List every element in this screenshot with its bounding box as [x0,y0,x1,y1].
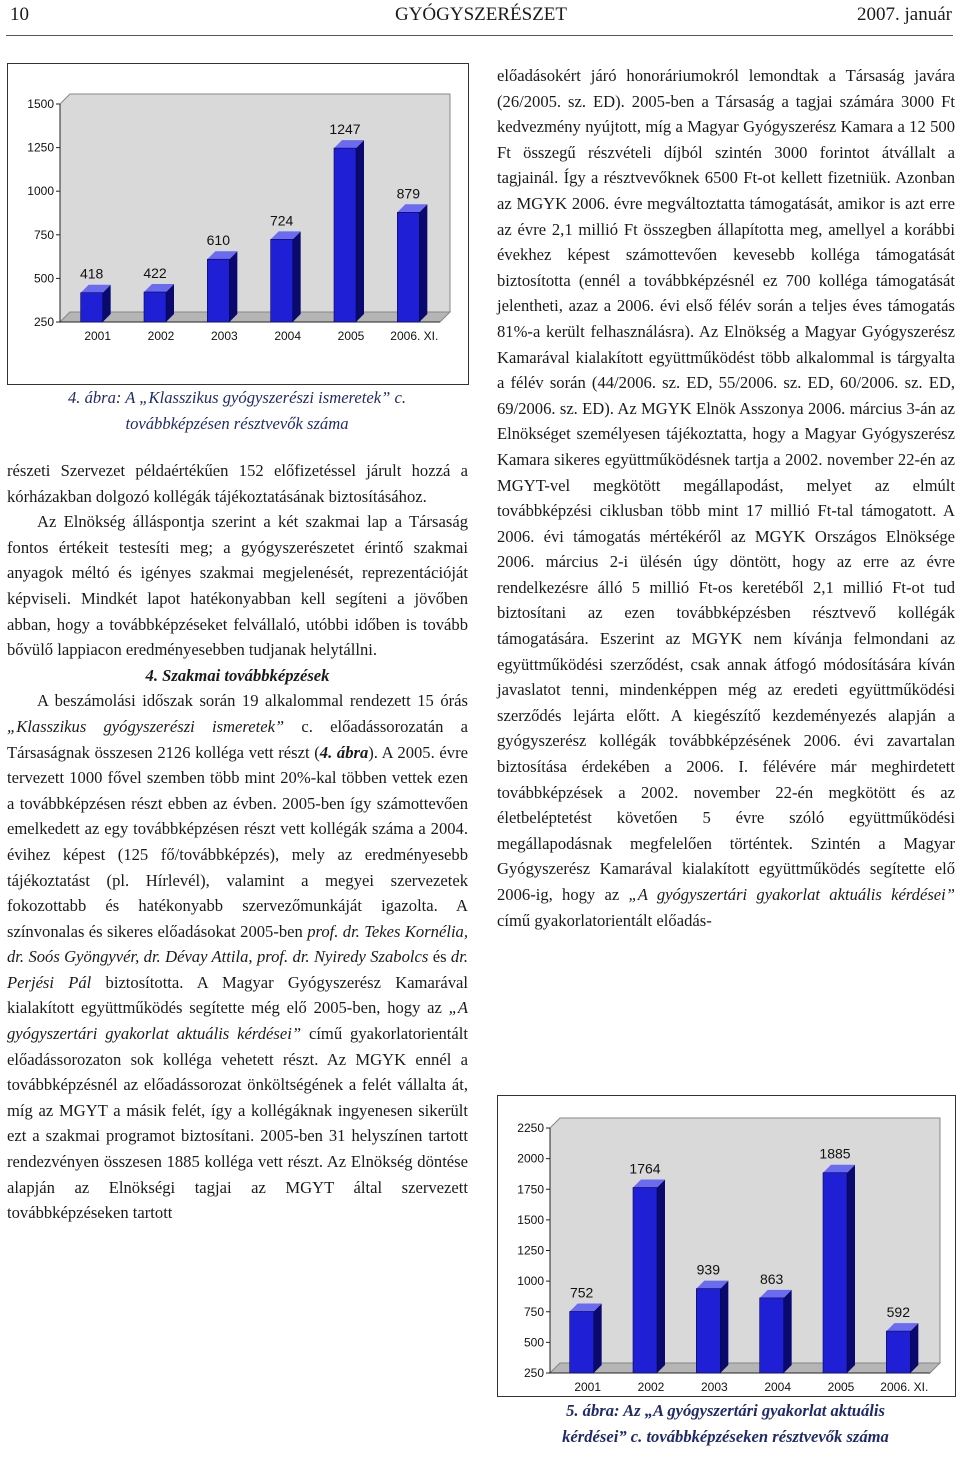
bar [886,1331,910,1373]
plot-wall [60,94,450,322]
bar [570,1312,594,1373]
data-label: 610 [206,232,231,249]
figure-4-svg [8,64,468,384]
journal-title: GYÓGYSZERÉSZET [394,4,568,25]
data-label: 1885 [819,1145,851,1162]
data-label: 724 [269,212,294,229]
bar [334,148,356,322]
left-intro-paragraph: részeti Szervezet példaértékűen 152 előfizetéssel járult hozzá a kórházakban dolgozó kollégák tájékoztatásának biztosításához. [7,461,468,506]
right-column-text [497,63,955,933]
figure-4-caption-line1: 4. ábra: A „Klasszikus gyógyszerészi ismeretek” c. [67,388,406,407]
data-label: 863 [759,1270,784,1287]
figure-5-svg [498,1096,955,1396]
figure-4-caption-line2: továbbképzésen résztvevők száma [125,413,349,433]
bar [144,292,166,322]
figure-4-caption [7,385,467,436]
y-tick-label: 1250 [27,140,54,155]
p2-italic-1: „Klasszikus gyógyszerészi ismeretek” [7,716,285,736]
y-tick-label: 750 [523,1304,544,1319]
bar-side [419,204,427,322]
p2-italic-title: „A gyógyszertári gyakorlat aktuális kérdései” [7,998,468,1044]
y-tick-label: 250 [523,1366,544,1380]
x-tick-label: 2005 [337,329,365,343]
figure-4-chart [7,63,469,385]
header-rule [6,35,953,36]
y-tick-label: 2000 [517,1151,544,1166]
x-tick-label: 2003 [700,1380,728,1394]
bar-side [910,1323,918,1373]
y-tick-label: 1500 [27,97,54,111]
left-paragraph-2 [7,688,468,1225]
x-tick-label: 2001 [574,1380,602,1394]
y-tick-label: 2250 [517,1121,544,1135]
bar [760,1298,784,1373]
right-text-a: előadásokért járó honoráriumokról lemondtak a Társaság javára (26/2005. sz. ED). 2005-ben a Társaság a tagjai számára 3000 Ft kedvezmény nyújtott, míg a Magyar Gyógyszerész Kamara a 12 500 Ft összegű részvételi díjból szintén 3000 forintot átvállalt a tagjainál. Így a résztvevőknek 6500 Ft-ot kellett fizetniük. Azonban az MGYK 2006. évre megváltoztatta támogatását, amikor is azt erre az évre 2,1 millió Ft összegben állapította meg, amellyel a korábbi évekhez képest számottevően kevesebb kolléga támogatását biztosította (ennél a továbbképzésnél ez 700 kolléga támogatását jelentheti, azaz a 2006. évi első félév során a teljes éves támogatás 81%-a került felhasználásra). Az Elnökség a Magyar Gyógyszerész Kamarával kialakított együttműködést több alkalommal is tárgyalta a félév során (44/2006. sz. ED, 55/2006. sz. ED, 60/2006. sz. ED, 69/2006. sz. ED). Az MGYK Elnök Asszonya 2006. március 3-án az Elnökséget személyesen tájékoztatta, hogy a Magyar Gyógyszerész Kamara sikeres együttműködésnek tartja a 2002. november 22-én az MGYT-vel megkötött megállapodást, melyet az elmúlt továbbképzési ciklusban több mint 17 millió Ft-tal támogatott. A 2006. évi támogatás mértékéről az MGYK Országos Elnöksége 2006. március 2-i ülésén úgy döntött, hogy az erre az évre rendelkezésre álló 5 millió Ft-os keretéből 2,1 millió Ft-ot tud biztosítani az ezen továbbképzésben résztvevő kollégák támogatására. Eszerint az MGYK nem kívánja felmondani az együttműködési szerződést, csak annak átfogó módosítására kíván javaslatot tenni, mindenképpen még az eredeti együttműködési szerződés lejárta előtt. A kiegészítő kezdeményezés alapján a gyógyszerész kollégák továbbképzésének 2006. évi zavartalan biztosítása érdekében a 2006. I. félévére már meghirdetett továbbképzések a 2002. november 22-én megkötött és az életbeléptetést követően 5 évre szóló együttműködési megállapodásnak megfelelően történtek. Szintén a Magyar Gyógyszerész Kamarával kialakított együttműködés segítette elő 2006-ig, hogy az [497,66,955,904]
left-paragraph-1: Az Elnökség álláspontja szerint a két szakmai lap a Társaság fontos értékeit testesíti meg; a gyógyszerészetet érintő szakmai anyagok méltó és igényes szakmai megjelenését, reprezentációját képviseli. Mindkét lapot hatékonyabban kell segíteni a jövőben abban, hogy a továbbképzéseket felvállaló, utóbbi időben is tovább bővülő lappiacon eredményesebben tudjanak helytállni. [7,512,468,660]
x-tick-label: 2006. XI. [390,329,439,343]
y-tick-label: 1250 [517,1243,544,1258]
p2-italic-names: prof. dr. Tekes Kornélia, dr. Soós Gyöngyvér, dr. Dévay Attila, prof. dr. Nyiredy Szabolcs [7,921,468,967]
bar [696,1289,720,1373]
y-tick-label: 1500 [517,1212,544,1227]
bar [81,293,103,322]
left-column-text [7,458,468,1226]
bar-side [720,1281,728,1373]
data-label: 1764 [629,1160,661,1177]
data-label: 422 [143,265,167,282]
bar-side [784,1290,792,1373]
y-tick-label: 1000 [27,184,54,199]
x-tick-label: 2006. XI. [880,1380,929,1394]
bar [823,1173,847,1373]
data-label: 879 [396,185,421,202]
bar-side [293,231,301,322]
x-tick-label: 2003 [210,329,238,343]
data-label: 752 [569,1284,594,1301]
x-tick-label: 2004 [274,329,302,343]
section-heading: 4. Szakmai továbbképzések [145,665,330,685]
plot-floor [60,312,450,322]
figure-5-caption-line1: 5. ábra: Az „A gyógyszertári gyakorlat aktuális [566,1401,885,1420]
figure-5-caption-line2: kérdései” c. továbbképzéseken résztvevők száma [562,1426,889,1446]
data-label: 418 [79,265,104,282]
p2-text-f: című gyakorlatorientált előadássorozaton sok kolléga vehetett részt. Az MGYK ennél a továbbképzésnél az előadássorozat önköltségének a felét vállalta át, míg az MGYT a másik felét, így a kollégáknak ingyenesen sikerült ezt a szakmai programot biztosítani. 2005-ben 31 helyszínen tartott rendezvényen összesen 1885 kolléga vett részt. Az Elnökség döntése alapján az Elnökségi tagjai az MGYT által szervezett továbbképzéseken tartott [7,1024,468,1223]
data-label: 1247 [329,121,361,138]
bar-side [594,1304,602,1373]
y-tick-label: 250 [33,315,54,329]
right-text-b: című gyakorlatorientált előadás- [497,910,712,930]
x-tick-label: 2005 [827,1380,855,1394]
bar [397,212,419,322]
p2-text-d: és [428,947,451,967]
y-tick-label: 500 [33,271,54,286]
p2-text-b: c. előadássorozatán a Társaságnak összesen 2126 kolléga vett részt ( [7,716,469,762]
bar-side [657,1180,665,1373]
figure-5-caption [497,1398,954,1449]
p2-figure-ref: 4. ábra [319,742,369,762]
p2-text-c: ). A 2005. évre tervezett 1000 fővel szemben több mint 20%-kal többen vettek ezen a továbbképzésen részt ebben az évben. 2005-ben így számottevően emelkedett az egy továbbképzésen részt vett kollégák száma a 2004. évihez képest (125 fő/továbbképzés), mely az eredményesebb tájékoztatást (pl. Hírlevél), valamint a megyei szervezetek fokozottabb és hatékonyabb szervezőmunkáját igazolta. A színvonalas és sikeres előadásokat 2005-ben [7,742,468,941]
x-tick-label: 2001 [84,329,112,343]
bar [271,239,293,322]
y-tick-label: 500 [523,1335,544,1350]
bar [207,259,229,322]
page-number: 10 [10,4,29,25]
p2-text-e: biztosította. A Magyar Gyógyszerész Kamarával kialakított együttműködés segítette még elő 2005-ben, hogy az [7,972,468,1018]
figure-5-chart [497,1095,956,1397]
p2-italic-name-2: dr. Perjési Pál [7,947,468,992]
y-tick-label: 1750 [517,1182,544,1197]
bar-side [356,140,364,322]
bar-side [847,1165,855,1373]
right-italic-title: „A gyógyszertári gyakorlat aktuális kérdései” [628,885,956,904]
x-tick-label: 2002 [147,329,175,343]
plot-floor [550,1363,940,1373]
page-header [10,2,952,28]
y-tick-label: 1000 [517,1274,544,1289]
plot-wall [550,1118,940,1373]
bar-side [229,251,237,322]
x-tick-label: 2002 [637,1380,665,1394]
right-paragraph [497,63,955,933]
issue-date: 2007. január [857,4,952,25]
y-tick-label: 750 [33,227,54,242]
data-label: 592 [886,1304,911,1321]
p2-text-a: A beszámolási időszak során 19 alkalommal rendezett 15 órás [37,691,468,711]
bar [633,1188,657,1373]
x-tick-label: 2004 [764,1380,792,1394]
data-label: 939 [696,1261,721,1278]
